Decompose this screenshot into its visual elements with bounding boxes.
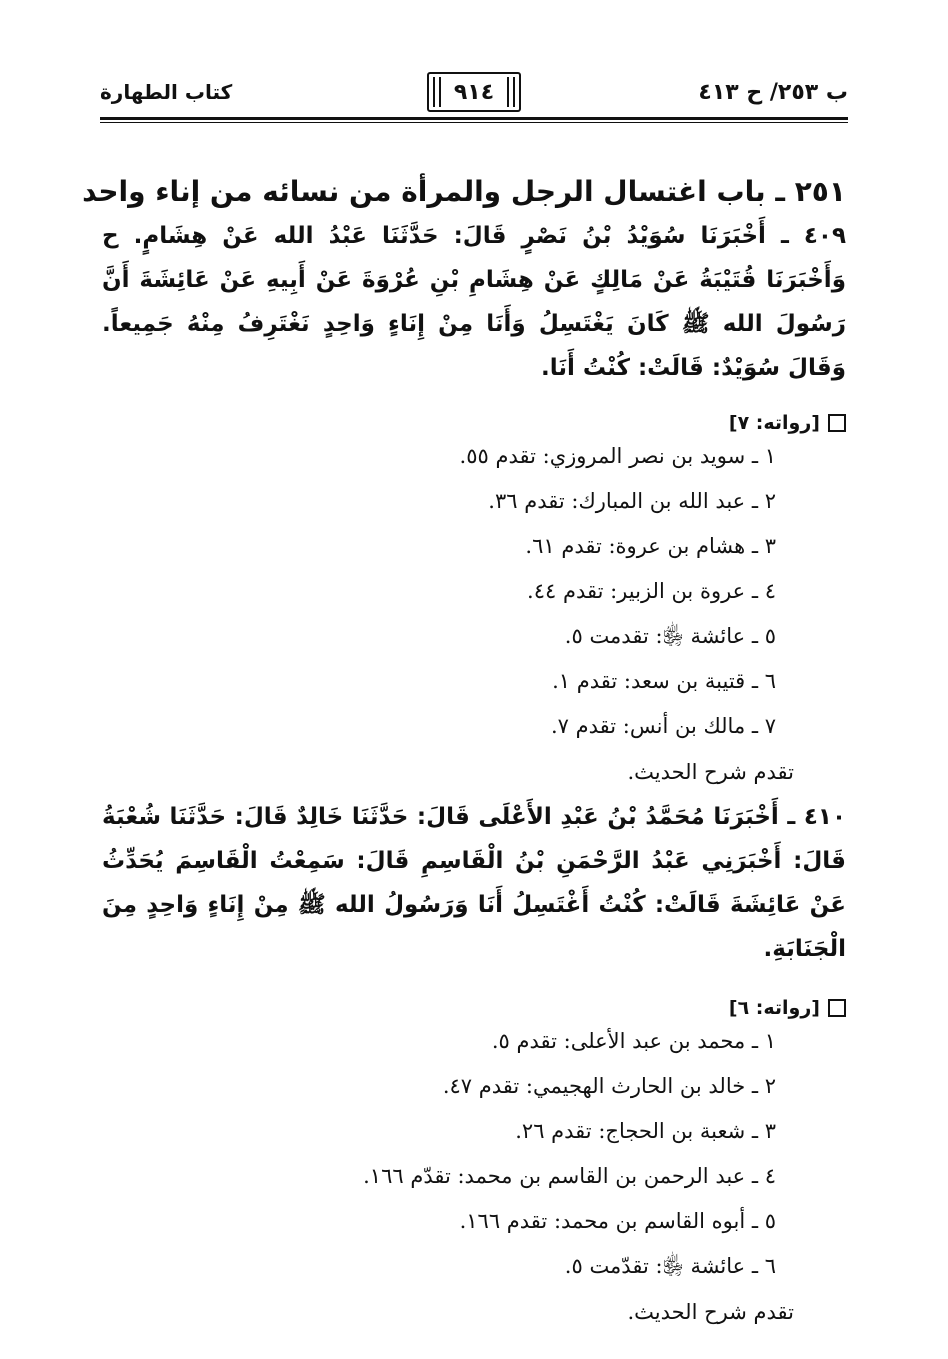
list-item: ٦ ـ قتيبة بن سعد: تقدم ١. [552, 669, 776, 693]
hadith-number: ٤٠٩ ـ [780, 223, 846, 249]
list-item: ٢ ـ عبد الله بن المبارك: تقدم ٣٦. [488, 489, 776, 513]
square-bullet-icon [828, 414, 846, 432]
page-number: ٩١٤ [453, 79, 495, 105]
hadith-409 [102, 214, 846, 390]
narrators-list [102, 1019, 846, 1289]
narrators-heading [102, 997, 846, 1019]
hadith-text: أَخْبَرَنَا مُحَمَّدُ بْنُ عَبْدِ الأَعْلَى قَالَ: حَدَّثَنَا خَالِدٌ قَالَ: حَدَّثَنَا شُعْبَةُ قَالَ: أَخْبَرَنِي عَبْدُ الرَّحْمَنِ بْنُ الْقَاسِمِ قَالَ: سَمِعْتُ الْقَاسِمَ يُحَدِّثُ عَنْ عَائِشَةَ قَالَتْ: كُنْتُ أَغْتَسِلُ أَنَا وَرَسُولُ الله ﷺ مِنْ إِنَاءٍ وَاحِدٍ مِنَ الْجَنَابَةِ. [102, 804, 846, 962]
list-item: ١ ـ محمد بن عبد الأعلى: تقدم ٥. [491, 1029, 776, 1053]
hadith-410 [102, 795, 846, 971]
header-rule [100, 117, 848, 120]
hadith-reference: ب ٢٥٣/ ح ٤١٣ [698, 80, 848, 105]
page-header [100, 72, 848, 116]
narrators-count: [رواته: ٦] [728, 997, 820, 1019]
chapter-title: ٢٥١ ـ باب اغتسال الرجل والمرأة من نسائه من إناء واحد [82, 175, 846, 208]
narrators-count: [رواته: ٧] [728, 412, 820, 434]
list-item: ٥ ـ أبوه القاسم بن محمد: تقدم ١٦٦. [459, 1209, 776, 1233]
list-item: ٥ ـ عائشة ﵂: تقدمت ٥. [564, 624, 776, 648]
list-item: ٤ ـ عروة بن الزبير: تقدم ٤٤. [527, 579, 776, 603]
header-rule-thin [100, 122, 848, 123]
list-item: ٣ ـ هشام بن عروة: تقدم ٦١. [525, 534, 776, 558]
list-item: ١ ـ سويد بن نصر المروزي: تقدم ٥٥. [459, 444, 776, 468]
list-item: ٤ ـ عبد الرحمن بن القاسم بن محمد: تقدّم ١٦٦. [363, 1164, 776, 1188]
list-item: ٧ ـ مالك بن أنس: تقدم ٧. [550, 714, 776, 738]
commentary-note: تقدم شرح الحديث. [627, 1300, 794, 1324]
page-number-frame [427, 72, 521, 112]
narrators-heading [102, 412, 846, 434]
hadith-text: أَخْبَرَنَا سُوَيْدُ بْنُ نَصْرٍ قَالَ: حَدَّثَنَا عَبْدُ الله عَنْ هِشَامٍ. ح وَأَخْبَرَنَا قُتَيْبَةُ عَنْ مَالِكٍ عَنْ هِشَامِ بْنِ عُرْوَةَ عَنْ أَبِيهِ عَنْ عَائِشَةَ أَنَّ رَسُولَ الله ﷺ كَانَ يَغْتَسِلُ وَأَنَا مِنْ إِنَاءٍ وَاحِدٍ نَغْتَرِفُ مِنْهُ جَمِيعاً. وَقَالَ سُوَيْدٌ: قَالَتْ: كُنْتُ أَنَا. [102, 223, 846, 381]
commentary-note: تقدم شرح الحديث. [627, 760, 794, 784]
square-bullet-icon [828, 999, 846, 1017]
list-item: ٢ ـ خالد بن الحارث الهجيمي: تقدم ٤٧. [442, 1074, 776, 1098]
narrators-list [102, 434, 846, 749]
page-content [82, 170, 846, 1335]
list-item: ٣ ـ شعبة بن الحجاج: تقدم ٢٦. [515, 1119, 776, 1143]
book-title: كتاب الطهارة [100, 80, 233, 104]
hadith-number: ٤١٠ ـ [787, 804, 846, 830]
list-item: ٦ ـ عائشة ﵂: تقدّمت ٥. [564, 1254, 776, 1278]
